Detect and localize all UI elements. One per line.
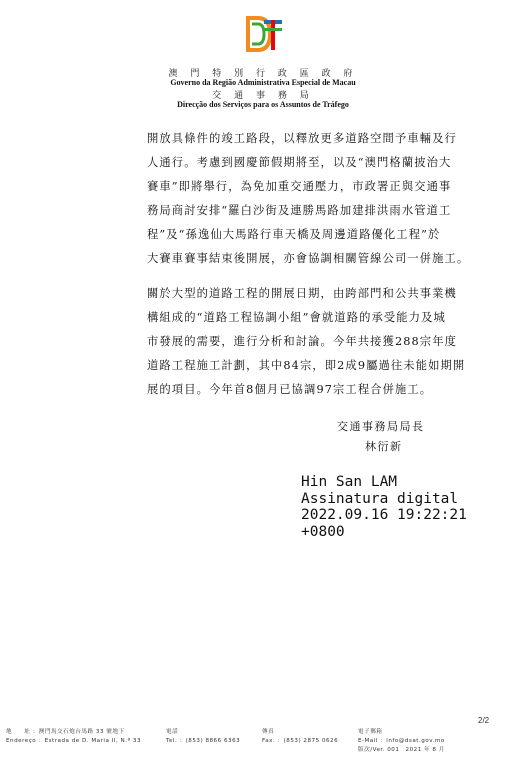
department-name-zh: 交 通 事 務 局 xyxy=(212,91,314,101)
footer-phone xyxy=(166,728,240,746)
address-label-pt: Endereço xyxy=(6,738,37,744)
address-label-zh: 地 址 xyxy=(6,729,31,735)
page-number: 2/2 xyxy=(478,716,490,725)
fax-label-pt: Fax. xyxy=(262,738,276,744)
body-paragraph-1: 開放具條件的竣工路段，以釋放更多道路空間予車輛及行 人通行。考慮到國慶節假期將至，以及“澳門格蘭披治大 賽車”即將舉行，為免加重交通壓力，市政署正與交通事 務局商討安排“羅白沙街及連勝馬路加建排洪雨水管道工 程”及“孫逸仙大馬路行車天橋及周邊道路優化工程”於 大賽車賽事結束後開展，亦會協調相關管線公司一併施工。 xyxy=(147,132,470,265)
email-label-zh: 電子郵箱 xyxy=(358,729,383,735)
footer-address xyxy=(6,728,141,746)
phone-label-zh: 電話 xyxy=(166,729,179,735)
document-version: 版次/Ver. 001 2021 年 8 月 xyxy=(358,747,445,753)
government-name-pt: Governo da Região Administrativa Especial de Macau xyxy=(170,78,356,87)
footer-fax xyxy=(262,728,338,746)
fax-number: ：(853) 2875 0626 xyxy=(277,738,339,744)
signatory-title: 交通事務局局長 xyxy=(337,420,425,433)
digital-signature: Hin San LAM Assinatura digital 2022.09.16 19:22:21 +0800 xyxy=(301,474,467,540)
dsat-logo-icon xyxy=(242,14,284,56)
department-name-pt: Direcção dos Serviços para os Assuntos de Tráfego xyxy=(177,100,349,109)
footer-email xyxy=(358,728,445,755)
email-address: ：info@dsat.gov.mo xyxy=(380,738,445,744)
phone-label-pt: Tel. xyxy=(166,738,178,744)
government-name-zh: 澳 門 特 別 行 政 區 政 府 xyxy=(168,69,358,79)
fax-label-zh: 傳真 xyxy=(262,729,275,735)
body-paragraph-2: 關於大型的道路工程的開展日期，由跨部門和公共事業機 構組成的“道路工程協調小組”會就道路的承受能力及城 市發展的需要，進行分析和討論。今年共接獲288宗年度 道路工程施工計劃，其中84宗，即2成9屬過往未能如期開 展的項目。今年首8個月已協調97宗工程合併施工。 xyxy=(147,287,466,396)
phone-number: ：(853) 8866 6363 xyxy=(179,738,241,744)
email-label-pt: E-Mail xyxy=(358,738,378,744)
address-pt: ：Estrada de D. Maria II, N.º 33 xyxy=(38,738,142,744)
signatory-name: 林衍新 xyxy=(365,440,403,453)
address-zh: ：澳門馬交石炮台馬路 33 號地下 xyxy=(32,729,125,735)
